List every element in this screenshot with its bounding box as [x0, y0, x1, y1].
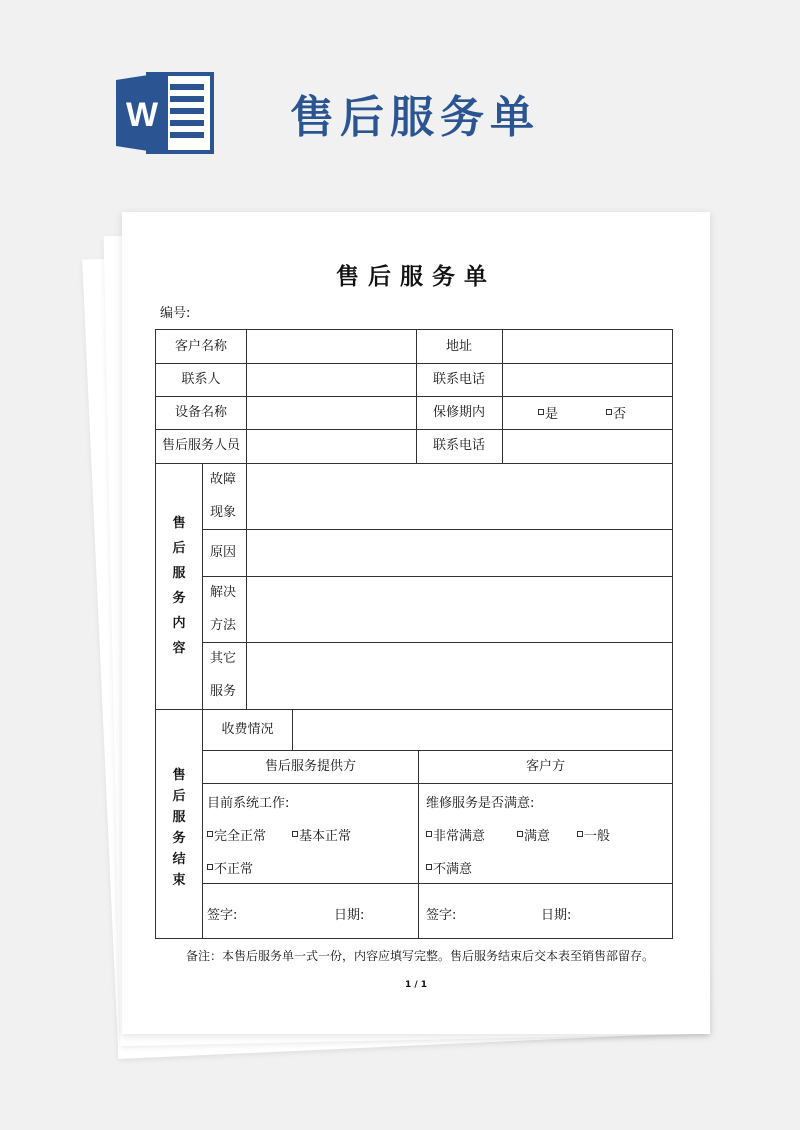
system-status-label: 目前系统工作: [207, 796, 290, 811]
page-number: 1 / 1 [404, 980, 428, 990]
checkbox-icon [292, 831, 298, 837]
footer-note: 备注：本售后服务单一式一份，内容应填写完整。售后服务结束后交本表至销售部留存。 [186, 949, 655, 963]
status-normal-option[interactable]: 完全正常 [207, 825, 266, 844]
sat-avg-option[interactable]: 一般 [577, 825, 610, 844]
status-basic-option[interactable]: 基本正常 [292, 825, 351, 844]
cause-field[interactable] [247, 529, 672, 576]
checkbox-icon [207, 864, 213, 870]
other-service-label: 其它 服务 [210, 651, 237, 699]
checkbox-icon [606, 409, 612, 415]
fees-field[interactable] [293, 709, 672, 750]
device-name-label: 设备名称 [174, 404, 227, 420]
word-document-icon [114, 70, 214, 156]
serial-number-label: 编号: [160, 306, 191, 321]
checkbox-icon [538, 409, 544, 415]
checkbox-icon [426, 831, 432, 837]
provider-date-label: 日期: [334, 908, 365, 923]
fault-label: 故障 现象 [210, 471, 237, 520]
customer-name-label: 客户名称 [174, 338, 227, 354]
service-end-section-label: 售 后 服 务 结 束 [172, 768, 186, 888]
sat-very-option[interactable]: 非常满意 [426, 825, 485, 844]
contact-person-label: 联系人 [181, 371, 221, 387]
other-service-field[interactable] [247, 642, 672, 709]
sat-bad-option[interactable]: 不满意 [426, 858, 472, 877]
fees-label: 收费情况 [221, 721, 274, 737]
fault-field[interactable] [247, 463, 672, 529]
checkbox-icon [577, 831, 583, 837]
customer-header: 客户方 [525, 758, 565, 774]
checkbox-icon [426, 864, 432, 870]
status-abnormal-option[interactable]: 不正常 [207, 858, 253, 877]
service-staff-field[interactable] [247, 429, 416, 463]
customer-sign-label: 签字: [426, 908, 457, 923]
service-staff-label: 售后服务人员 [161, 438, 240, 453]
checkbox-icon [517, 831, 523, 837]
svg-text:W: W [125, 96, 159, 134]
device-name-field[interactable] [247, 396, 416, 429]
customer-name-field[interactable] [247, 330, 416, 363]
customer-date-label: 日期: [541, 908, 572, 923]
solution-label: 解决 方法 [210, 584, 237, 633]
service-content-section-label: 售 后 服 务 内 容 [172, 516, 186, 656]
satisfaction-label: 维修服务是否满意: [426, 796, 535, 811]
contact-phone-2-label: 联系电话 [432, 438, 485, 453]
contact-phone-2-field[interactable] [503, 429, 672, 463]
contact-phone-field[interactable] [503, 363, 672, 396]
document-page [122, 212, 710, 1034]
contact-phone-label: 联系电话 [432, 371, 485, 387]
header-title: 售后服务单 [290, 92, 540, 143]
address-label: 地址 [445, 338, 472, 354]
solution-field[interactable] [247, 576, 672, 642]
contact-person-field[interactable] [247, 363, 416, 396]
document-title: 售后服务单 [336, 264, 496, 290]
checkbox-icon [207, 831, 213, 837]
warranty-no-option[interactable]: 否 [606, 396, 626, 429]
provider-header: 售后服务提供方 [264, 758, 356, 774]
warranty-yes-option[interactable]: 是 [538, 396, 558, 429]
sat-ok-option[interactable]: 满意 [517, 825, 550, 844]
provider-sign-label: 签字: [207, 908, 238, 923]
address-field[interactable] [503, 330, 672, 363]
service-form-table [155, 329, 673, 939]
cause-label: 原因 [210, 544, 237, 560]
warranty-label: 保修期内 [432, 404, 485, 420]
